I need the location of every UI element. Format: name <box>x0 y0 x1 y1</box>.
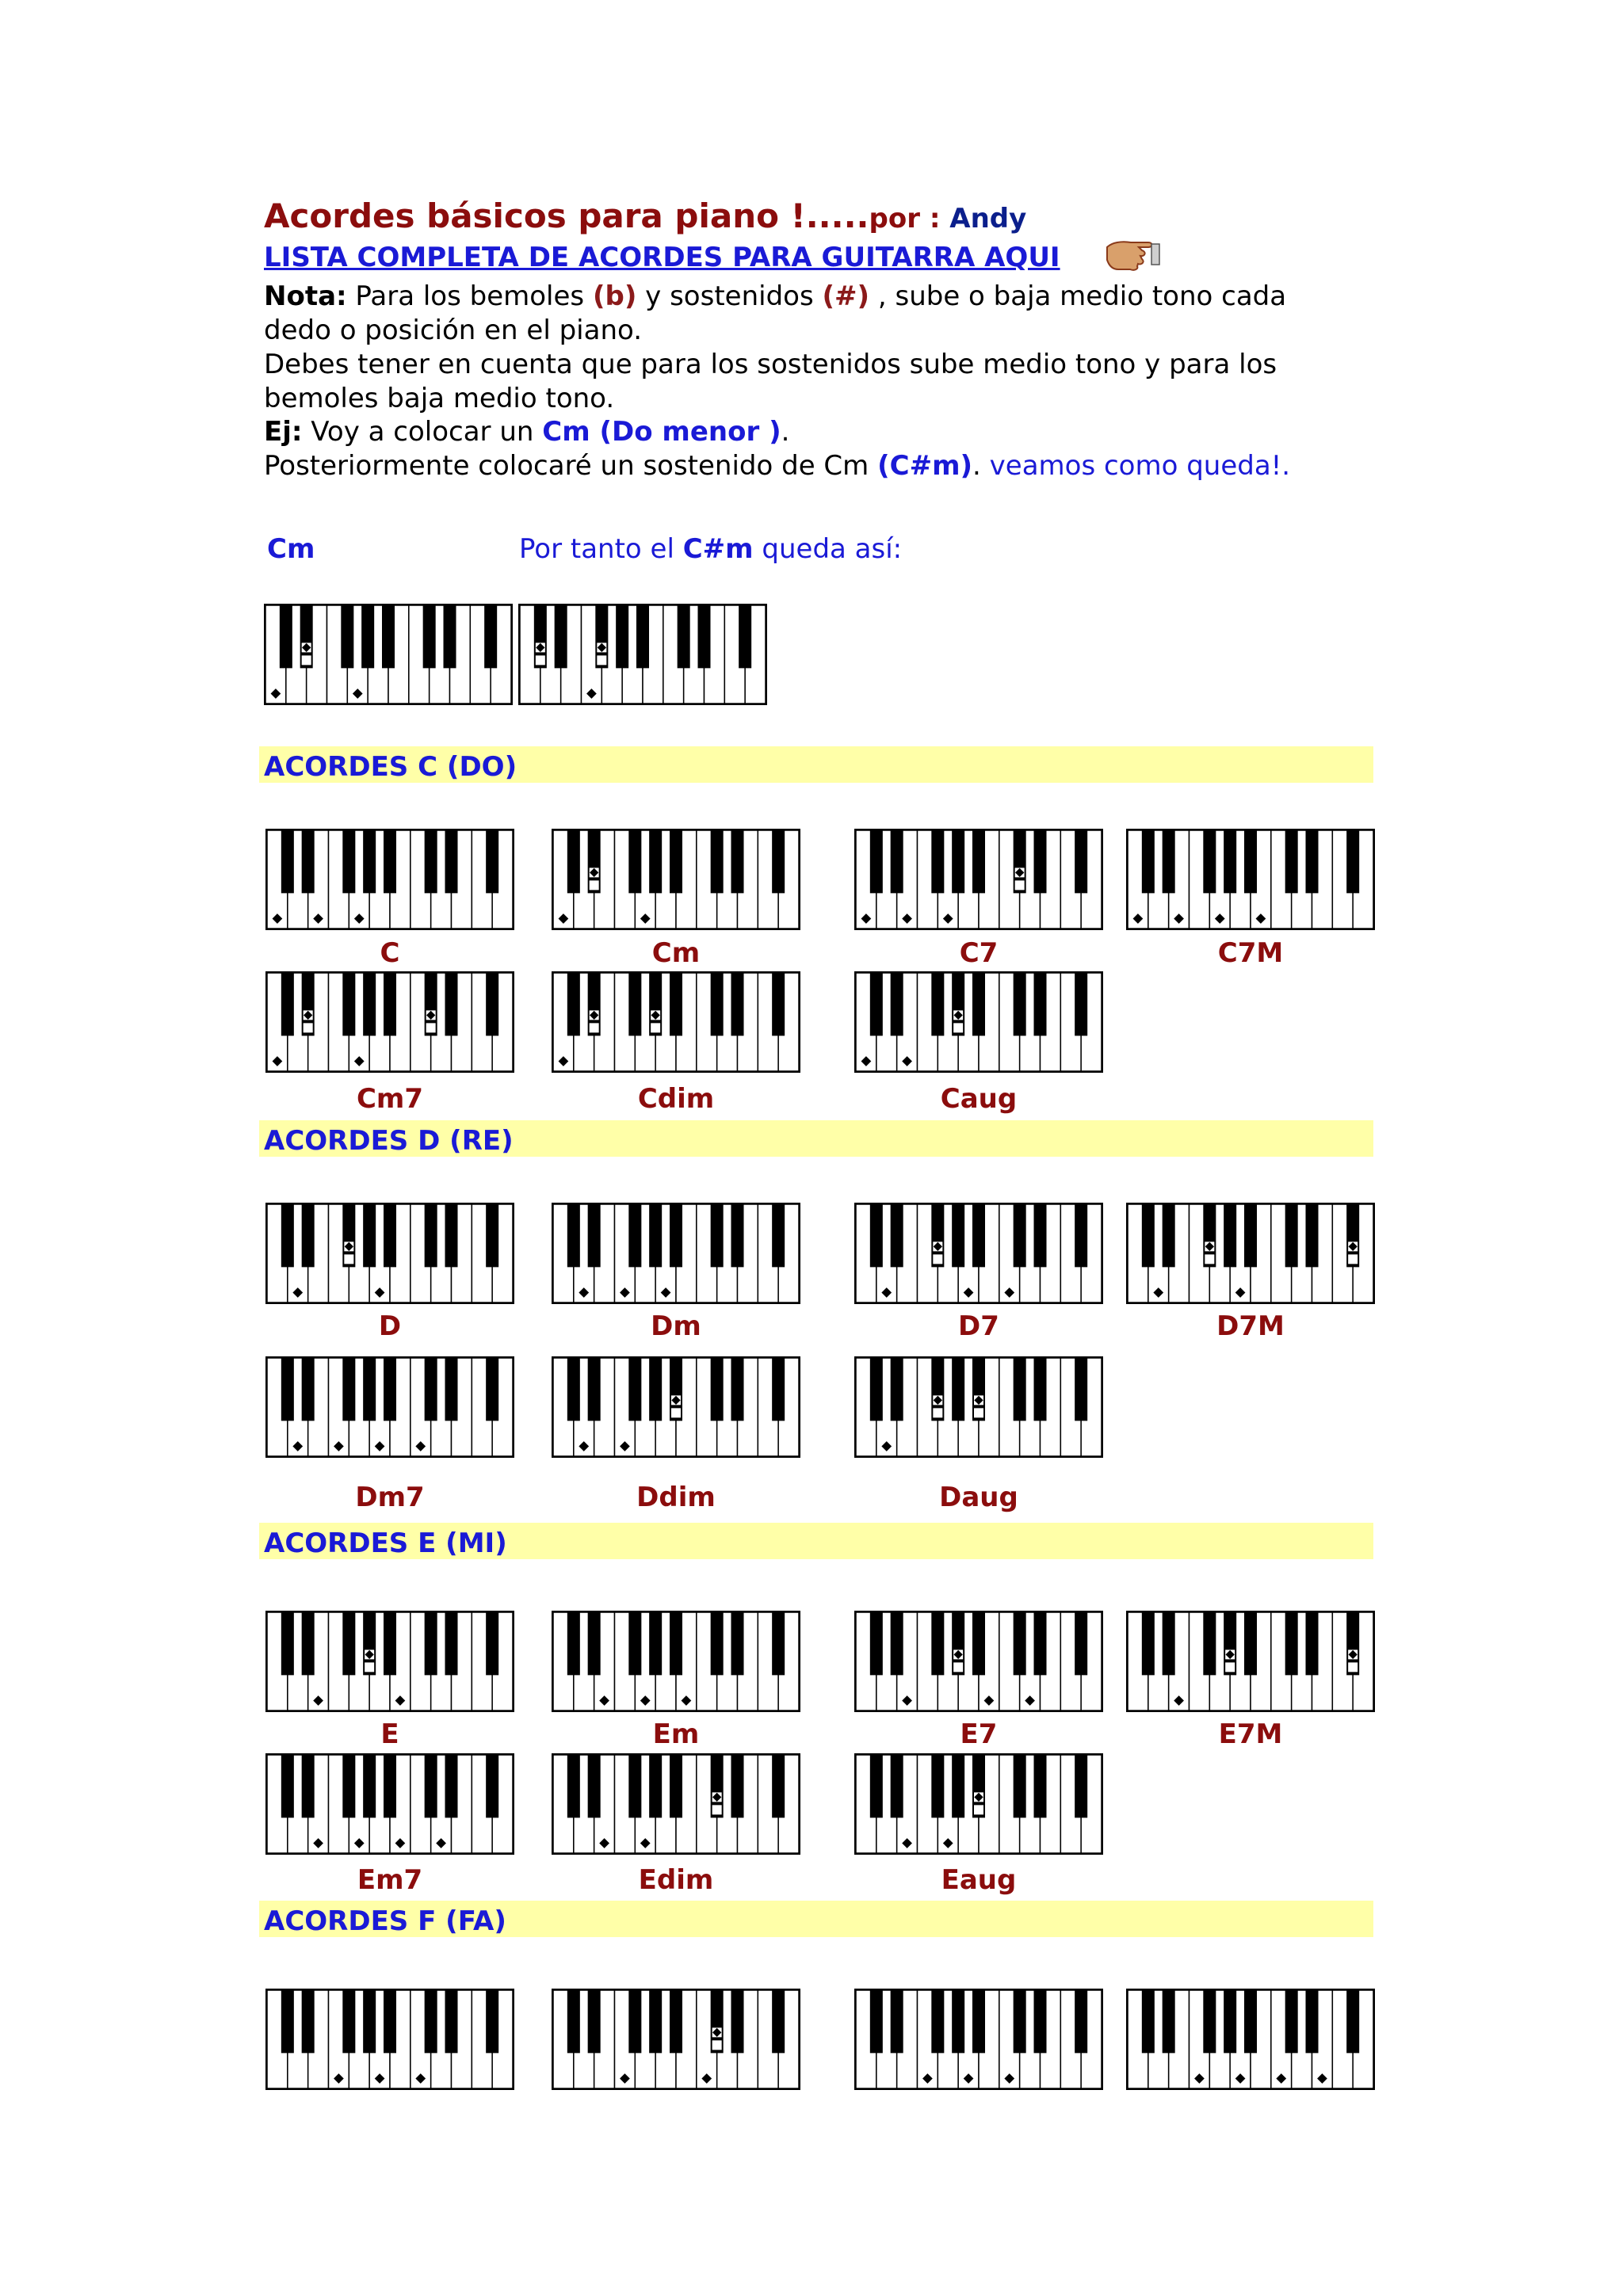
black-key <box>772 1755 785 1817</box>
black-key <box>588 1612 601 1675</box>
black-key <box>891 1204 903 1267</box>
black-key <box>341 605 353 668</box>
black-key <box>486 1755 498 1817</box>
black-key <box>445 1204 457 1267</box>
intro-line-3: Debes tener en cuenta que para los sostenidos sube medio tono y para los <box>264 349 1277 380</box>
chord-label-e7m: E7M <box>1218 1718 1283 1750</box>
black-key <box>281 830 294 893</box>
black-key <box>931 1990 944 2053</box>
black-key <box>384 1204 396 1267</box>
black-key <box>870 1204 883 1267</box>
black-key <box>678 605 690 668</box>
black-key <box>281 1612 294 1675</box>
black-key <box>1305 830 1318 893</box>
black-key <box>1142 830 1155 893</box>
black-key <box>1142 1990 1155 2053</box>
black-key <box>486 1612 498 1675</box>
black-key <box>628 1755 641 1817</box>
black-key <box>870 973 883 1035</box>
black-key <box>628 1612 641 1675</box>
black-key <box>711 1612 724 1675</box>
piano-chord-cm7 <box>265 971 514 1073</box>
black-key <box>384 1755 396 1817</box>
black-key <box>363 830 376 893</box>
black-key <box>628 1990 641 2053</box>
chord-label-d7: D7 <box>958 1310 999 1342</box>
black-key <box>870 830 883 893</box>
page-title: Acordes básicos para piano !.....por : Andy <box>264 196 1027 235</box>
piano-chord-cdim <box>552 971 800 1073</box>
chord-label-daug: Daug <box>939 1482 1018 1513</box>
black-key <box>772 973 785 1035</box>
black-key <box>731 1358 743 1421</box>
piano-chord-d7 <box>854 1203 1103 1304</box>
black-key <box>445 1990 457 2053</box>
black-key <box>302 1755 315 1817</box>
black-key <box>588 1358 601 1421</box>
black-key-marker <box>712 2040 722 2050</box>
black-key <box>280 605 292 668</box>
black-key <box>1075 973 1087 1035</box>
black-key <box>711 1204 724 1267</box>
black-key <box>302 1612 315 1675</box>
black-key <box>1346 830 1359 893</box>
piano-chord-c7 <box>854 829 1103 930</box>
black-key-marker <box>304 1023 313 1032</box>
black-key <box>628 1204 641 1267</box>
section-header-d: ACORDES D (RE) <box>259 1120 1373 1157</box>
black-key <box>588 1755 601 1817</box>
piano-example-csharp-m <box>518 604 767 705</box>
black-key <box>670 1612 682 1675</box>
piano-chord-f-2 <box>552 1989 800 2090</box>
black-key-marker <box>302 655 311 665</box>
black-key <box>670 1204 682 1267</box>
black-key <box>891 1990 903 2053</box>
black-key <box>772 830 785 893</box>
black-key <box>342 1358 355 1421</box>
black-key <box>281 1990 294 2053</box>
black-key <box>1346 1990 1359 2053</box>
black-key <box>425 1612 437 1675</box>
black-key <box>1033 1990 1046 2053</box>
chord-label-em7: Em7 <box>357 1864 423 1896</box>
black-key <box>567 1204 580 1267</box>
black-key <box>1163 1612 1175 1675</box>
chord-label-dm: Dm <box>651 1310 701 1342</box>
black-key <box>1305 1612 1318 1675</box>
black-key <box>891 973 903 1035</box>
intro-line-2: dedo o posición en el piano. <box>264 315 643 346</box>
section-header-c: ACORDES C (DO) <box>259 746 1373 783</box>
black-key <box>1163 1990 1175 2053</box>
black-key <box>772 1612 785 1675</box>
black-key <box>931 1612 944 1675</box>
black-key <box>1163 1204 1175 1267</box>
chord-label-eaug: Eaug <box>941 1864 1017 1896</box>
black-key <box>649 1755 662 1817</box>
black-key <box>670 973 682 1035</box>
black-key <box>891 830 903 893</box>
black-key <box>636 605 649 668</box>
piano-chord-c <box>265 829 514 930</box>
black-key <box>567 830 580 893</box>
black-key <box>1305 1204 1318 1267</box>
chord-label-cm7: Cm7 <box>356 1083 424 1115</box>
black-key <box>425 1358 437 1421</box>
black-key <box>425 830 437 893</box>
black-key-marker <box>1225 1662 1235 1672</box>
black-key <box>1033 830 1046 893</box>
black-key <box>731 1755 743 1817</box>
black-key <box>952 1755 964 1817</box>
black-key <box>1014 973 1026 1035</box>
black-key <box>931 830 944 893</box>
intro-line-4: bemoles baja medio tono. <box>264 383 615 414</box>
black-key <box>445 1612 457 1675</box>
chord-label-c7: C7 <box>959 937 999 969</box>
black-key <box>1244 1612 1257 1675</box>
black-key <box>342 973 355 1035</box>
black-key <box>1244 1204 1257 1267</box>
black-key <box>567 1358 580 1421</box>
black-key <box>342 1990 355 2053</box>
black-key <box>1244 830 1257 893</box>
black-key-marker <box>1348 1662 1358 1672</box>
black-key-marker <box>974 1408 983 1417</box>
black-key <box>363 973 376 1035</box>
black-key <box>1014 1755 1026 1817</box>
black-key <box>567 973 580 1035</box>
black-key <box>1075 1612 1087 1675</box>
chord-label-em: Em <box>652 1718 700 1750</box>
chord-label-c: C <box>380 937 400 969</box>
piano-chord-edim <box>552 1753 800 1855</box>
black-key <box>628 830 641 893</box>
black-key <box>1163 830 1175 893</box>
black-key <box>972 830 985 893</box>
piano-chord-cm <box>552 829 800 930</box>
black-key-marker <box>671 1408 681 1417</box>
black-key <box>931 973 944 1035</box>
piano-example-cm <box>264 604 513 705</box>
black-key <box>567 1755 580 1817</box>
piano-chord-eaug <box>854 1753 1103 1855</box>
piano-chord-em7 <box>265 1753 514 1855</box>
black-key <box>384 973 396 1035</box>
piano-chord-d <box>265 1203 514 1304</box>
black-key <box>628 1358 641 1421</box>
black-key-marker <box>1348 1254 1358 1264</box>
black-key <box>731 973 743 1035</box>
black-key <box>1033 1358 1046 1421</box>
black-key <box>972 1990 985 2053</box>
black-key <box>425 1755 437 1817</box>
black-key-marker <box>953 1023 963 1032</box>
black-key <box>931 1755 944 1817</box>
section-header-f: ACORDES F (FA) <box>259 1901 1373 1937</box>
black-key <box>363 1755 376 1817</box>
black-key <box>1203 830 1216 893</box>
black-key <box>1224 1204 1236 1267</box>
black-key <box>711 830 724 893</box>
black-key-marker <box>426 1023 436 1032</box>
black-key <box>384 1358 396 1421</box>
black-key-marker <box>344 1254 353 1264</box>
black-key <box>423 605 436 668</box>
black-key <box>363 1358 376 1421</box>
black-key <box>628 973 641 1035</box>
piano-chord-em <box>552 1611 800 1712</box>
black-key <box>891 1755 903 1817</box>
black-key <box>382 605 395 668</box>
black-key <box>649 830 662 893</box>
black-key <box>649 1204 662 1267</box>
black-key <box>731 830 743 893</box>
black-key <box>363 1204 376 1267</box>
black-key <box>1075 1358 1087 1421</box>
black-key <box>281 1755 294 1817</box>
black-key-marker <box>1015 880 1025 890</box>
chord-label-cm: Cm <box>651 937 701 969</box>
black-key <box>486 1358 498 1421</box>
intro-line-6: Posteriormente colocaré un sostenido de Cm (C#m). veamos como queda!. <box>264 450 1291 482</box>
black-key <box>1142 1204 1155 1267</box>
black-key-marker <box>651 1023 660 1032</box>
piano-chord-ddim <box>552 1356 800 1458</box>
black-key <box>1075 1990 1087 2053</box>
black-key <box>952 1204 964 1267</box>
black-key-marker <box>953 1662 963 1672</box>
black-key <box>486 830 498 893</box>
black-key <box>1285 1204 1298 1267</box>
black-key <box>425 1990 437 2053</box>
chord-label-d7m: D7M <box>1216 1310 1285 1342</box>
black-key <box>1014 1358 1026 1421</box>
piano-chord-dm <box>552 1203 800 1304</box>
black-key <box>731 1612 743 1675</box>
black-key <box>772 1990 785 2053</box>
black-key <box>445 973 457 1035</box>
black-key <box>1142 1612 1155 1675</box>
piano-chord-e7m <box>1126 1611 1375 1712</box>
black-key <box>567 1990 580 2053</box>
black-key-marker <box>974 1805 983 1814</box>
black-key <box>1075 1755 1087 1817</box>
black-key <box>342 830 355 893</box>
black-key-marker <box>597 655 606 665</box>
black-key <box>1014 1990 1026 2053</box>
black-key <box>1033 1612 1046 1675</box>
black-key <box>342 1612 355 1675</box>
black-key <box>1014 1204 1026 1267</box>
black-key-marker <box>590 880 599 890</box>
intro-line-5: Ej: Voy a colocar un Cm (Do menor ). <box>264 416 790 448</box>
black-key <box>342 1755 355 1817</box>
black-key <box>870 1358 883 1421</box>
black-key <box>739 605 751 668</box>
example-caption: Por tanto el C#m queda así: <box>519 533 903 565</box>
piano-chord-caug <box>854 971 1103 1073</box>
piano-chord-f-3 <box>854 1989 1103 2090</box>
black-key <box>711 1358 724 1421</box>
chord-label-ddim: Ddim <box>636 1482 716 1513</box>
piano-chord-dm7 <box>265 1356 514 1458</box>
black-key <box>1224 1990 1236 2053</box>
chord-label-caug: Caug <box>940 1083 1018 1115</box>
black-key <box>555 605 567 668</box>
piano-chord-e <box>265 1611 514 1712</box>
black-key <box>384 830 396 893</box>
black-key <box>670 1990 682 2053</box>
black-key <box>281 1358 294 1421</box>
pointing-hand-icon[interactable] <box>1104 236 1161 273</box>
black-key <box>567 1612 580 1675</box>
black-key <box>1075 1204 1087 1267</box>
black-key <box>952 1358 964 1421</box>
intro-line-1: Nota: Para los bemoles (b) y sostenidos (#) , sube o baja medio tono cada <box>264 280 1287 312</box>
black-key <box>302 830 315 893</box>
black-key-marker <box>712 1805 722 1814</box>
piano-chord-e7 <box>854 1611 1103 1712</box>
black-key <box>363 1990 376 2053</box>
guitar-chords-link[interactable]: LISTA COMPLETA DE ACORDES PARA GUITARRA AQUI <box>264 242 1060 273</box>
chord-label-c7m: C7M <box>1217 937 1284 969</box>
black-key <box>731 1204 743 1267</box>
piano-chord-c7m <box>1126 829 1375 930</box>
black-key <box>697 605 710 668</box>
black-key <box>772 1204 785 1267</box>
black-key <box>891 1358 903 1421</box>
black-key-marker <box>1205 1254 1214 1264</box>
chord-label-e7: E7 <box>960 1718 998 1750</box>
black-key <box>972 1612 985 1675</box>
black-key <box>1203 1612 1216 1675</box>
black-key <box>443 605 456 668</box>
black-key <box>952 830 964 893</box>
black-key <box>711 973 724 1035</box>
chord-label-d: D <box>378 1310 402 1342</box>
piano-chord-f-1 <box>265 1989 514 2090</box>
black-key <box>870 1612 883 1675</box>
black-key <box>649 1990 662 2053</box>
black-key <box>870 1990 883 2053</box>
example-label-cm: Cm <box>267 533 315 565</box>
black-key <box>972 973 985 1035</box>
black-key <box>281 973 294 1035</box>
black-key <box>1285 830 1298 893</box>
black-key-marker <box>933 1254 942 1264</box>
black-key <box>384 1990 396 2053</box>
piano-chord-f-4 <box>1126 1989 1375 2090</box>
black-key <box>445 1358 457 1421</box>
black-key-marker <box>590 1023 599 1032</box>
black-key <box>1244 1990 1257 2053</box>
black-key <box>972 1204 985 1267</box>
black-key-marker <box>933 1408 942 1417</box>
black-key <box>425 1204 437 1267</box>
chord-label-dm7: Dm7 <box>355 1482 425 1513</box>
black-key <box>588 1990 601 2053</box>
black-key <box>731 1990 743 2053</box>
black-key-marker <box>536 655 545 665</box>
black-key <box>445 830 457 893</box>
black-key <box>1285 1612 1298 1675</box>
black-key <box>302 1204 315 1267</box>
black-key <box>1203 1990 1216 2053</box>
black-key <box>891 1612 903 1675</box>
piano-chord-d7m <box>1126 1203 1375 1304</box>
black-key <box>670 830 682 893</box>
black-key <box>1224 830 1236 893</box>
black-key <box>1033 973 1046 1035</box>
black-key <box>1033 1204 1046 1267</box>
black-key <box>649 1358 662 1421</box>
black-key <box>772 1358 785 1421</box>
black-key <box>445 1755 457 1817</box>
black-key <box>484 605 497 668</box>
black-key <box>870 1755 883 1817</box>
black-key <box>670 1755 682 1817</box>
chord-label-edim: Edim <box>638 1864 714 1896</box>
black-key <box>1305 1990 1318 2053</box>
black-key <box>1014 1612 1026 1675</box>
chord-label-e: E <box>380 1718 399 1750</box>
black-key <box>616 605 628 668</box>
author-name: Andy <box>949 203 1027 235</box>
black-key-marker <box>365 1662 374 1672</box>
black-key <box>361 605 374 668</box>
black-key <box>486 973 498 1035</box>
piano-chord-daug <box>854 1356 1103 1458</box>
black-key <box>1285 1990 1298 2053</box>
black-key <box>384 1612 396 1675</box>
black-key <box>1075 830 1087 893</box>
black-key <box>588 1204 601 1267</box>
black-key <box>1033 1755 1046 1817</box>
black-key <box>649 1612 662 1675</box>
section-header-e: ACORDES E (MI) <box>259 1523 1373 1559</box>
black-key <box>302 1358 315 1421</box>
black-key <box>486 1204 498 1267</box>
black-key <box>302 1990 315 2053</box>
black-key <box>952 1990 964 2053</box>
chord-label-cdim: Cdim <box>637 1083 715 1115</box>
black-key <box>281 1204 294 1267</box>
black-key <box>486 1990 498 2053</box>
